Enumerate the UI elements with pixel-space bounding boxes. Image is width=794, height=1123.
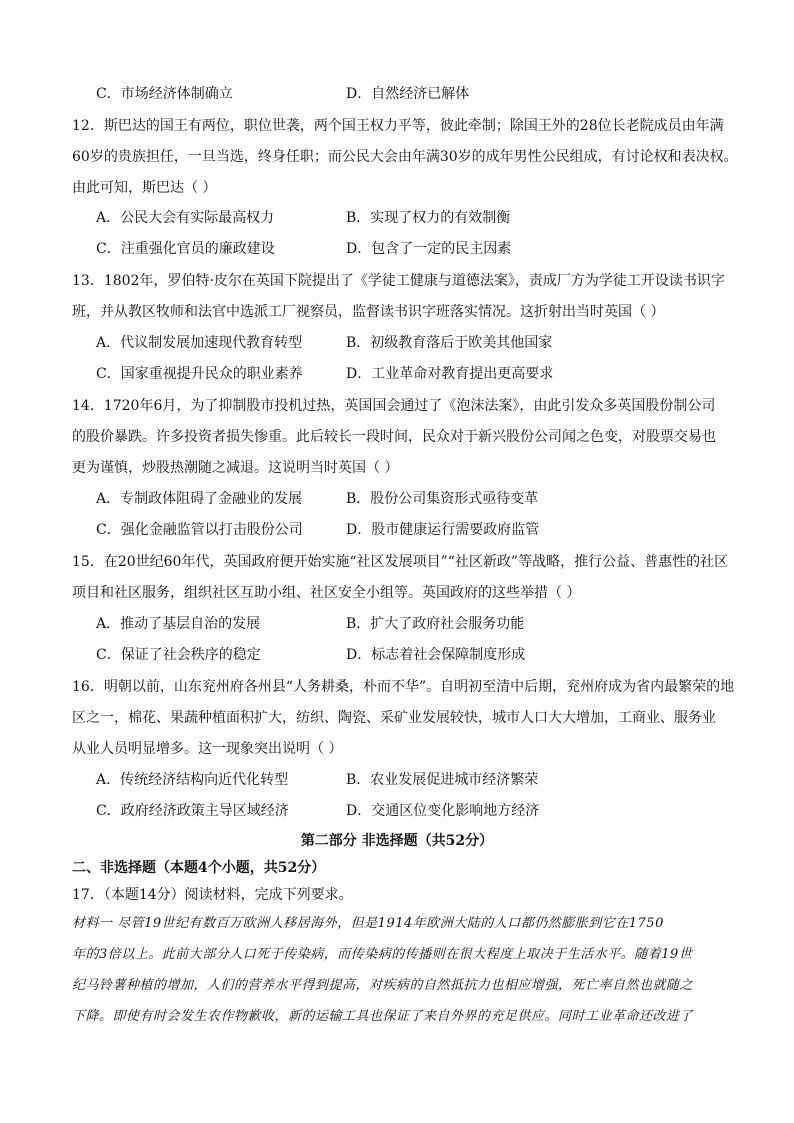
q16-option-b: B．农业发展促进城市经济繁荣 [346,772,539,788]
q15-stem-line-1: 15．在20世纪60年代，英国政府便开始实施“社区发展项目”“社区新政”等战略，推行公益、普惠性的社区 [72,554,729,570]
q17-stem: 17．（本题14分）阅读材料，完成下列要求。 [72,887,353,903]
q14-stem-line-3: 更为谨慎，炒股热潮随之减退。这说明当时英国（ ） [72,460,399,476]
q12-stem-line-1: 12．斯巴达的国王有两位，职位世袭，两个国王权力平等，彼此牵制；除国王外的28位长老院成员由年满 [72,118,724,134]
q16-option-a: A．传统经济结构向近代化转型 [96,772,289,788]
q17-material-line-4: 下降。即使有时会发生农作物歉收，新的运输工具也保证了来自外界的充足供应。同时工业革命还改进了 [72,1009,694,1024]
q13-option-c: C．国家重视提升民众的职业素养 [96,366,303,382]
q13-stem-line-1: 13．1802年，罗伯特·皮尔在英国下院提出了《学徒工健康与道德法案》，责成厂方为学徒工开设读书识字 [72,273,725,289]
q11-option-c: C．市场经济体制确立 [96,86,233,102]
q13-stem-line-2: 班，并从教区牧师和法官中选派工厂视察员，监督读书识字班落实情况。这折射出当时英国（ ） [72,304,665,320]
q11-option-d: D．自然经济已解体 [346,86,470,102]
q12-option-a: A．公民大会有实际最高权力 [96,210,275,226]
q17-material-line-1: 材料一 尽管19世纪有数百万欧洲人移居海外，但是1914年欧洲大陆的人口都仍然膨胀到它在1750 [72,916,664,931]
section-two-heading: 二、非选择题（本题4个小题，共52分） [72,860,326,876]
q12-option-b: B．实现了权力的有效制衡 [346,210,511,226]
q17-material-line-3: 纪马铃薯种植的增加，人们的营养水平得到提高，对疾病的自然抵抗力也相应增强，死亡率自然也就随之 [72,978,694,993]
q15-option-c: C．保证了社会秩序的稳定 [96,647,261,663]
q14-option-d: D．股市健康运行需要政府监管 [346,522,540,538]
q14-stem-line-1: 14．1720年6月，为了抑制股市投机过热，英国国会通过了《泡沫法案》，由此引发众多英国股份制公司 [72,398,716,414]
q16-option-c: C．政府经济政策主导区域经济 [96,803,289,819]
q16-stem-line-1: 16．明朝以前，山东兖州府各州县“人务耕桑，朴而不华”。自明初至清中后期，兖州府成为省内最繁荣的地 [72,679,735,695]
q15-option-b: B．扩大了政府社会服务功能 [346,616,525,632]
q16-option-d: D．交通区位变化影响地方经济 [346,803,540,819]
q15-stem-line-2: 项目和社区服务，组织社区互助小组、社区安全小组等。英国政府的这些举措（ ） [72,585,581,601]
q14-stem-line-2: 的股价暴跌。许多投资者损失惨重。此后较长一段时间，民众对于新兴股份公司闻之色变，对股票交易也 [72,429,716,445]
q12-stem-line-2: 60岁的贵族担任，一旦当选，终身任职；而公民大会由年满30岁的成年男性公民组成，有讨论权和表决权。 [72,149,738,165]
q13-option-b: B．初级教育落后于欧美其他国家 [346,335,553,351]
q14-option-c: C．强化金融监管以打击股份公司 [96,522,303,538]
q12-stem-line-3: 由此可知，斯巴达（ ） [72,180,217,196]
q14-option-a: A．专制政体阻碍了金融业的发展 [96,491,303,507]
q14-option-b: B．股份公司集资形式亟待变革 [346,491,539,507]
q15-option-a: A．推动了基层自治的发展 [96,616,261,632]
q12-option-c: C．注重强化官员的廉政建设 [96,241,275,257]
q17-material-line-2: 年的3倍以上。此前大部分人口死于传染病，而传染病的传播则在很大程度上取决于生活水平。随着19世 [72,947,693,962]
q12-option-d: D．包含了一定的民主因素 [346,241,512,257]
q13-option-a: A．代议制发展加速现代教育转型 [96,335,303,351]
q16-stem-line-3: 从业人员明显增多。这一现象突出说明（ ） [72,741,343,757]
part-two-title: 第二部分 非选择题（共52分） [300,833,494,849]
q13-option-d: D．工业革命对教育提出更高要求 [346,366,554,382]
q15-option-d: D．标志着社会保障制度形成 [346,647,526,663]
q16-stem-line-2: 区之一，棉花、果蔬种植面积扩大，纺织、陶瓷、采矿业发展较快，城市人口大大增加，工商业、服务业 [72,710,716,726]
